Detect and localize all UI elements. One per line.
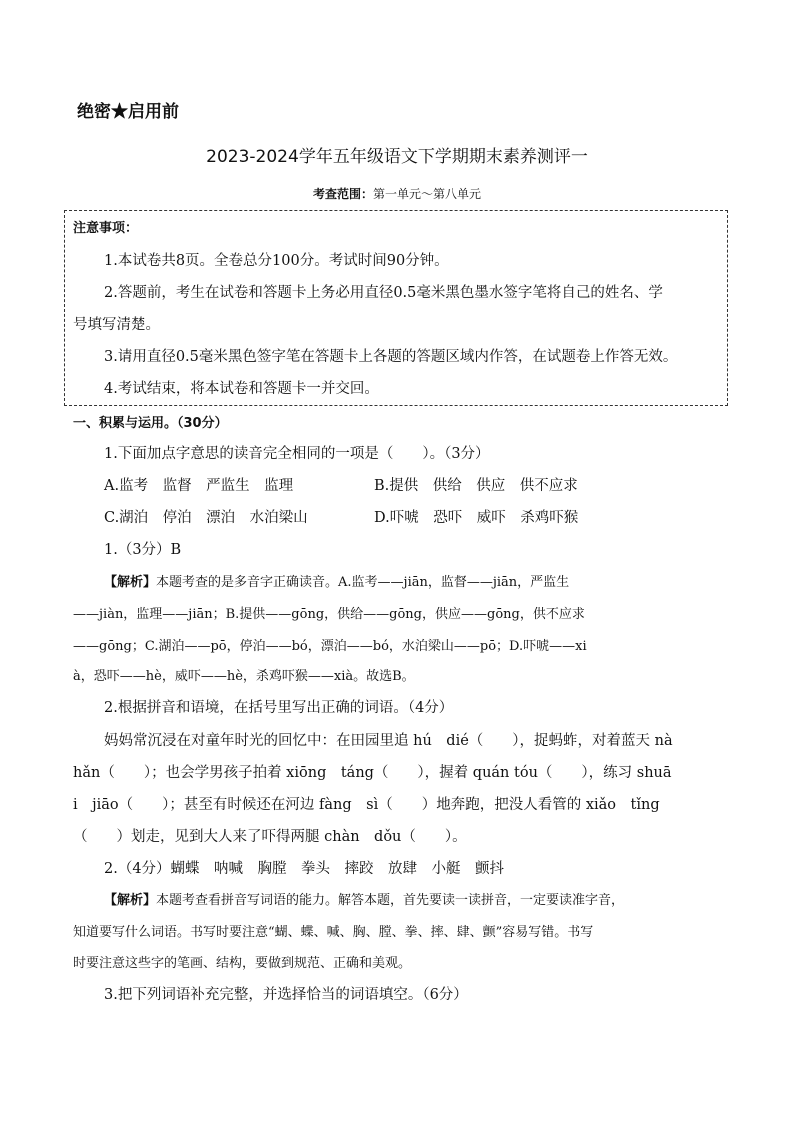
q2-analysis-text-1: 本题考查看拼音写词语的能力。解答本题，首先要读一读拼音，一定要读准字音， <box>156 893 625 908</box>
q2-analysis-line-2: 知道要写什么词语。书写时要注意“蝴、蝶、喊、胸、膛、拳、摔、肆、颤”容易写错。书写 <box>73 925 594 940</box>
q1-stem: 1.下面加点字意思的读音完全相同的一项是（ ）。（3分） <box>104 446 490 462</box>
confidential-label: 绝密★启用前 <box>77 102 179 122</box>
notice-item-1: 1.本试卷共8页。全卷总分100分。考试时间90分钟。 <box>104 253 449 269</box>
scope-value: 第一单元～第八单元 <box>373 187 482 201</box>
q1-analysis-line-2: ——jiàn，监理——jiān；B.提供——gōng，供给——gōng，供应——gōng，供不应求 <box>73 607 585 622</box>
q2-paragraph-line-2: hǎn（ ）；也会学男孩子拍着 xiōng táng（ ），握着 quán tóu（ ），练习 shuā <box>73 765 672 781</box>
notice-item-2: 2.答题前，考生在试卷和答题卡上务必用直径0.5毫米黑色墨水签字笔将自己的姓名、学 <box>104 285 663 301</box>
exam-title: 2023-2024学年五年级语文下学期期末素养测评一 <box>206 147 588 167</box>
q2-stem: 2.根据拼音和语境，在括号里写出正确的词语。（4分） <box>104 700 454 716</box>
q1-option-c: C.湖泊 停泊 漂泊 水泊梁山 <box>104 510 308 526</box>
q2-analysis-tag: 【解析】 <box>104 893 157 908</box>
notice-item-2-cont: 号填写清楚。 <box>73 317 160 333</box>
q1-analysis-line-1 <box>104 576 569 589</box>
q1-analysis-line-3: ——gōng；C.湖泊——pō，停泊——bó，漂泊——bó，水泊梁山——pō；D.吓唬——xi <box>73 639 587 654</box>
notice-item-4: 4.考试结束，将本试卷和答题卡一并交回。 <box>104 381 379 397</box>
q2-answer: 2.（4分）蝴蝶 呐喊 胸膛 拳头 摔跤 放肆 小艇 颤抖 <box>104 861 505 877</box>
q1-analysis-line-4: à，恐吓——hè，威吓——hè，杀鸡吓猴——xià。故选B。 <box>73 669 415 684</box>
notice-box <box>64 210 728 406</box>
notice-heading: 注意事项： <box>73 221 139 236</box>
q1-option-d: D.吓唬 恐吓 威吓 杀鸡吓猴 <box>374 510 579 526</box>
q2-paragraph-line-4: （ ）划走，见到大人来了吓得两腿 chàn dǒu（ ）。 <box>73 829 467 845</box>
notice-item-3: 3.请用直径0.5毫米黑色签字笔在答题卡上各题的答题区域内作答，在试题卷上作答无效。 <box>104 349 678 365</box>
q1-analysis-text-1: 本题考查的是多音字正确读音。A.监考——jiān，监督——jiān，严监生 <box>156 575 570 590</box>
q2-paragraph-line-1: 妈妈常沉浸在对童年时光的回忆中：在田园里追 hú dié（ ），捉蚂蚱，对着蓝天 nà <box>104 733 673 749</box>
q1-answer: 1.（3分）B <box>104 542 182 558</box>
q2-analysis-line-3: 时要注意这些字的笔画、结构，要做到规范、正确和美观。 <box>73 956 412 971</box>
scope-label: 考查范围： <box>312 187 373 201</box>
q1-option-b: B.提供 供给 供应 供不应求 <box>374 478 578 494</box>
exam-scope <box>0 188 794 200</box>
q1-analysis-tag: 【解析】 <box>104 575 157 590</box>
q3-stem: 3.把下列词语补充完整，并选择恰当的词语填空。（6分） <box>104 987 468 1003</box>
q2-paragraph-line-3: i jiāo（ ）；甚至有时候还在河边 fàng sì（ ）地奔跑，把没人看管的 xiǎo tǐng <box>73 797 660 813</box>
section-1-heading: 一、积累与运用。（30分） <box>73 416 228 431</box>
q1-option-a: A.监考 监督 严监生 监理 <box>104 478 294 494</box>
q2-analysis-line-1 <box>104 894 624 907</box>
